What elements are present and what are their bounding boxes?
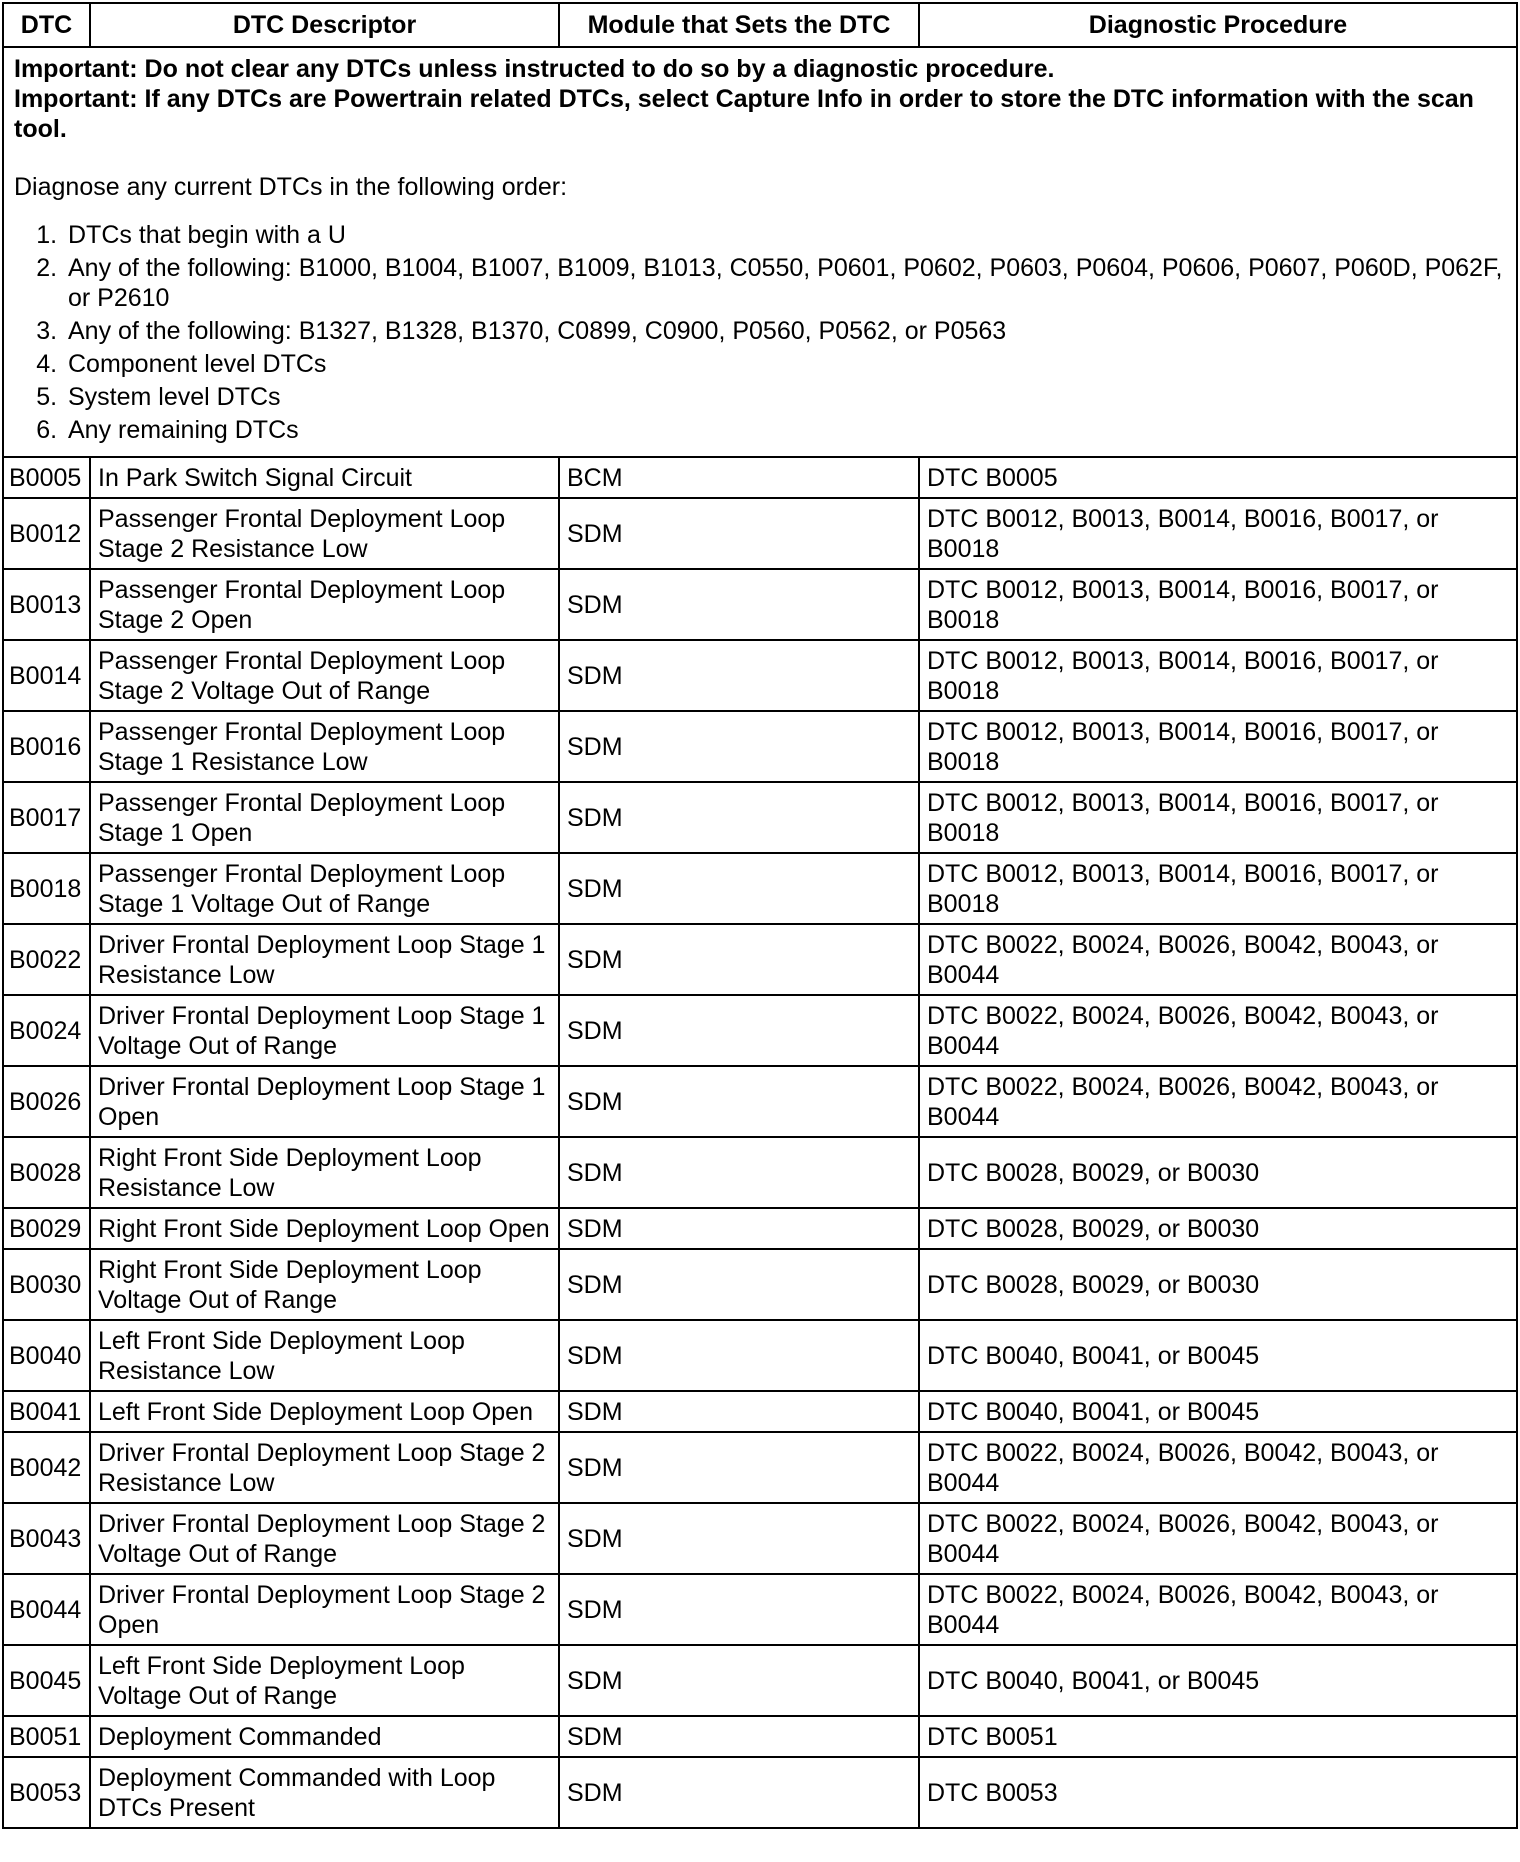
dtc-code-cell: B0016 [3, 711, 90, 782]
table-row [3, 782, 1517, 853]
important-note-1: Important: Do not clear any DTCs unless instructed to do so by a diagnostic procedure. [14, 55, 1055, 83]
dtc-descriptor-cell: Driver Frontal Deployment Loop Stage 2 Open [90, 1574, 559, 1645]
diagnostic-procedure-cell: DTC B0051 [919, 1716, 1517, 1757]
diagnose-order-intro: Diagnose any current DTCs in the following order: [14, 173, 568, 201]
important-note-2: Important: If any DTCs are Powertrain related DTCs, select Capture Info in order to store the DTC information with the scan tool. [14, 85, 1474, 143]
diagnostic-procedure-cell: DTC B0012, B0013, B0014, B0016, B0017, or B0018 [919, 498, 1517, 569]
dtc-code-cell: B0030 [3, 1249, 90, 1320]
dtc-code-cell: B0026 [3, 1066, 90, 1137]
table-row [3, 1391, 1517, 1432]
order-item: 3. Any of the following: B1327, B1328, B1370, C0899, C0900, P0560, P0562, or P0563 [64, 316, 1506, 346]
module-cell: SDM [559, 1137, 919, 1208]
dtc-descriptor-cell: Right Front Side Deployment Loop Voltage Out of Range [90, 1249, 559, 1320]
module-cell: SDM [559, 711, 919, 782]
table-row [3, 1574, 1517, 1645]
header-module: Module that Sets the DTC [559, 3, 919, 47]
diagnostic-procedure-cell: DTC B0012, B0013, B0014, B0016, B0017, or B0018 [919, 782, 1517, 853]
order-item: 6. Any remaining DTCs [64, 415, 1506, 445]
dtc-descriptor-cell: Passenger Frontal Deployment Loop Stage 2 Resistance Low [90, 498, 559, 569]
table-row [3, 1716, 1517, 1757]
table-row [3, 1249, 1517, 1320]
diagnostic-procedure-cell: DTC B0012, B0013, B0014, B0016, B0017, or B0018 [919, 711, 1517, 782]
module-cell: SDM [559, 498, 919, 569]
module-cell: SDM [559, 1391, 919, 1432]
diagnostic-procedure-cell: DTC B0012, B0013, B0014, B0016, B0017, or B0018 [919, 640, 1517, 711]
dtc-code-cell: B0040 [3, 1320, 90, 1391]
dtc-code-cell: B0043 [3, 1503, 90, 1574]
diagnostic-procedure-cell: DTC B0040, B0041, or B0045 [919, 1645, 1517, 1716]
module-cell: SDM [559, 1208, 919, 1249]
dtc-code-cell: B0005 [3, 457, 90, 498]
module-cell: SDM [559, 1432, 919, 1503]
diagnostic-procedure-cell: DTC B0040, B0041, or B0045 [919, 1391, 1517, 1432]
header-procedure: Diagnostic Procedure [919, 3, 1517, 47]
table-row [3, 1503, 1517, 1574]
dtc-code-cell: B0017 [3, 782, 90, 853]
module-cell: SDM [559, 1249, 919, 1320]
dtc-code-cell: B0014 [3, 640, 90, 711]
notes-cell [3, 47, 1517, 457]
header-dtc: DTC [3, 3, 90, 47]
dtc-table [2, 2, 1518, 1829]
module-cell: SDM [559, 1574, 919, 1645]
diagnostic-procedure-cell: DTC B0012, B0013, B0014, B0016, B0017, or B0018 [919, 853, 1517, 924]
dtc-code-cell: B0045 [3, 1645, 90, 1716]
diagnostic-procedure-cell: DTC B0028, B0029, or B0030 [919, 1208, 1517, 1249]
diagnostic-procedure-cell: DTC B0012, B0013, B0014, B0016, B0017, or B0018 [919, 569, 1517, 640]
diagnostic-procedure-cell: DTC B0053 [919, 1757, 1517, 1828]
dtc-code-cell: B0051 [3, 1716, 90, 1757]
diagnostic-procedure-cell: DTC B0022, B0024, B0026, B0042, B0043, or B0044 [919, 1574, 1517, 1645]
diagnostic-procedure-cell: DTC B0022, B0024, B0026, B0042, B0043, or B0044 [919, 1066, 1517, 1137]
dtc-descriptor-cell: Passenger Frontal Deployment Loop Stage 2 Open [90, 569, 559, 640]
dtc-descriptor-cell: Deployment Commanded with Loop DTCs Present [90, 1757, 559, 1828]
module-cell: SDM [559, 1645, 919, 1716]
dtc-code-cell: B0053 [3, 1757, 90, 1828]
table-row [3, 711, 1517, 782]
table-row [3, 1645, 1517, 1716]
module-cell: SDM [559, 640, 919, 711]
table-row [3, 995, 1517, 1066]
dtc-descriptor-cell: Passenger Frontal Deployment Loop Stage 1 Voltage Out of Range [90, 853, 559, 924]
order-item: 1. DTCs that begin with a U [64, 220, 1506, 250]
dtc-code-cell: B0044 [3, 1574, 90, 1645]
module-cell: SDM [559, 1716, 919, 1757]
table-row [3, 1757, 1517, 1828]
module-cell: SDM [559, 1066, 919, 1137]
diagnostic-procedure-cell: DTC B0028, B0029, or B0030 [919, 1249, 1517, 1320]
diagnostic-procedure-cell: DTC B0022, B0024, B0026, B0042, B0043, or B0044 [919, 1503, 1517, 1574]
dtc-code-cell: B0041 [3, 1391, 90, 1432]
dtc-descriptor-cell: Passenger Frontal Deployment Loop Stage 1 Open [90, 782, 559, 853]
notes-row [3, 47, 1517, 457]
module-cell: SDM [559, 782, 919, 853]
dtc-code-cell: B0042 [3, 1432, 90, 1503]
module-cell: SDM [559, 569, 919, 640]
diagnostic-procedure-cell: DTC B0005 [919, 457, 1517, 498]
order-item: 4. Component level DTCs [64, 349, 1506, 379]
diagnostic-procedure-cell: DTC B0022, B0024, B0026, B0042, B0043, or B0044 [919, 1432, 1517, 1503]
table-row [3, 1432, 1517, 1503]
dtc-descriptor-cell: Left Front Side Deployment Loop Voltage Out of Range [90, 1645, 559, 1716]
table-row [3, 457, 1517, 498]
dtc-code-cell: B0024 [3, 995, 90, 1066]
diagnostic-procedure-cell: DTC B0040, B0041, or B0045 [919, 1320, 1517, 1391]
dtc-descriptor-cell: Left Front Side Deployment Loop Open [90, 1391, 559, 1432]
module-cell: BCM [559, 457, 919, 498]
module-cell: SDM [559, 1320, 919, 1391]
table-row [3, 569, 1517, 640]
dtc-descriptor-cell: Driver Frontal Deployment Loop Stage 1 Open [90, 1066, 559, 1137]
table-row [3, 498, 1517, 569]
dtc-descriptor-cell: Driver Frontal Deployment Loop Stage 1 Voltage Out of Range [90, 995, 559, 1066]
dtc-descriptor-cell: In Park Switch Signal Circuit [90, 457, 559, 498]
dtc-descriptor-cell: Driver Frontal Deployment Loop Stage 2 Resistance Low [90, 1432, 559, 1503]
order-item: 5. System level DTCs [64, 382, 1506, 412]
table-row [3, 1208, 1517, 1249]
table-row [3, 1137, 1517, 1208]
module-cell: SDM [559, 853, 919, 924]
dtc-code-cell: B0022 [3, 924, 90, 995]
dtc-code-cell: B0018 [3, 853, 90, 924]
module-cell: SDM [559, 924, 919, 995]
dtc-code-cell: B0028 [3, 1137, 90, 1208]
dtc-descriptor-cell: Right Front Side Deployment Loop Open [90, 1208, 559, 1249]
table-header-row [3, 3, 1517, 47]
table-row [3, 1066, 1517, 1137]
table-row [3, 924, 1517, 995]
diagnose-order-list [14, 220, 1506, 445]
dtc-descriptor-cell: Right Front Side Deployment Loop Resistance Low [90, 1137, 559, 1208]
dtc-descriptor-cell: Passenger Frontal Deployment Loop Stage 2 Voltage Out of Range [90, 640, 559, 711]
table-row [3, 640, 1517, 711]
table-row [3, 1320, 1517, 1391]
dtc-code-cell: B0013 [3, 569, 90, 640]
diagnostic-procedure-cell: DTC B0022, B0024, B0026, B0042, B0043, or B0044 [919, 995, 1517, 1066]
dtc-descriptor-cell: Driver Frontal Deployment Loop Stage 1 Resistance Low [90, 924, 559, 995]
dtc-descriptor-cell: Driver Frontal Deployment Loop Stage 2 Voltage Out of Range [90, 1503, 559, 1574]
order-item: 2. Any of the following: B1000, B1004, B1007, B1009, B1013, C0550, P0601, P0602, P0603, P0604, P0606, P0607, P060D, P062F, or P2610 [64, 253, 1506, 313]
diagnostic-procedure-cell: DTC B0022, B0024, B0026, B0042, B0043, or B0044 [919, 924, 1517, 995]
dtc-code-cell: B0029 [3, 1208, 90, 1249]
module-cell: SDM [559, 995, 919, 1066]
dtc-descriptor-cell: Deployment Commanded [90, 1716, 559, 1757]
header-descriptor: DTC Descriptor [90, 3, 559, 47]
dtc-code-cell: B0012 [3, 498, 90, 569]
dtc-descriptor-cell: Passenger Frontal Deployment Loop Stage 1 Resistance Low [90, 711, 559, 782]
table-body [3, 47, 1517, 1828]
dtc-descriptor-cell: Left Front Side Deployment Loop Resistance Low [90, 1320, 559, 1391]
diagnostic-procedure-cell: DTC B0028, B0029, or B0030 [919, 1137, 1517, 1208]
module-cell: SDM [559, 1503, 919, 1574]
table-row [3, 853, 1517, 924]
module-cell: SDM [559, 1757, 919, 1828]
